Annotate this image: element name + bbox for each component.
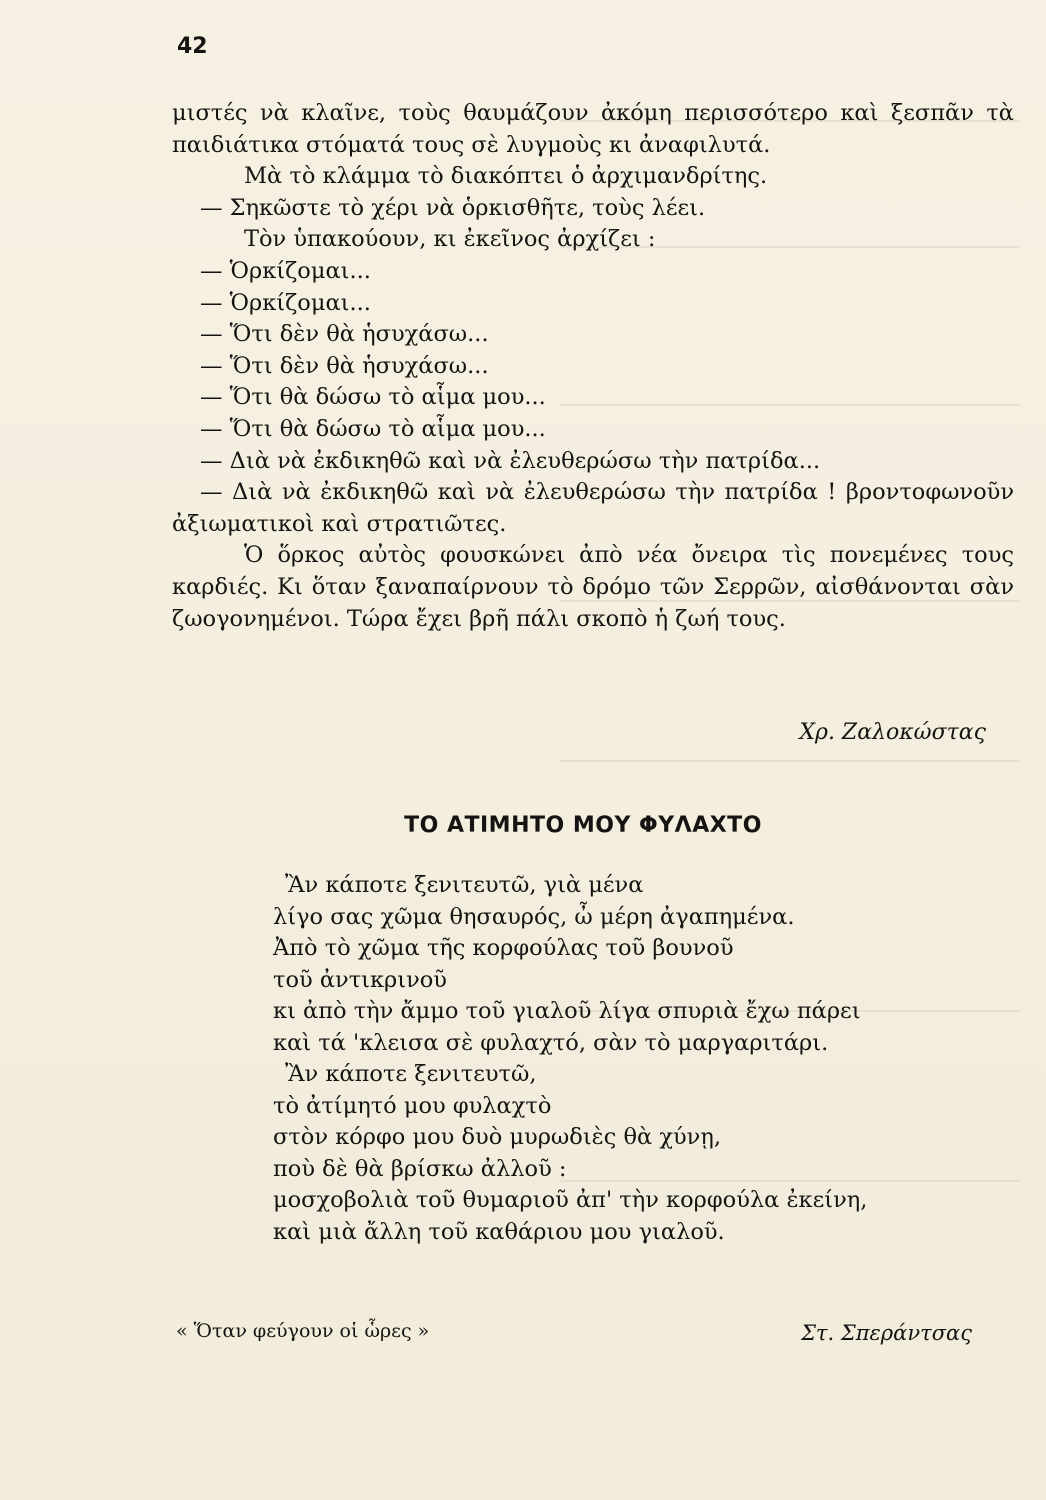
poem-verse: μοσχοβολιὰ τοῦ θυμαριοῦ ἀπ' τὴν κορφούλα ἐκείνη, <box>273 1187 868 1213</box>
poem-verse: κι ἀπὸ τὴν ἄμμο τοῦ γιαλοῦ λίγα σπυριὰ ἔχω πάρει <box>273 998 861 1024</box>
oath-line: — Διὰ νὰ ἐκδικηθῶ καὶ νὰ ἐλευθερώσω τὴν πατρίδα... <box>200 447 821 474</box>
oath-line: — Ὅτι θὰ δώσω τὸ αἷμα μου... <box>200 415 546 442</box>
poem-verse: Ἂν κάποτε ξενιτευτῶ, γιὰ μένα <box>285 872 644 898</box>
poem-verse: καὶ τά 'κλεισα σὲ φυλαχτό, σὰν τὸ μαργαριτάρι. <box>273 1029 829 1056</box>
final-oath-paragraph: — Διὰ νὰ ἐκδικηθῶ καὶ νὰ ἐλευθερώσω τὴν πατρίδα ! βροντοφωνοῦν ἀξιωματικοὶ καὶ στρατιῶτες. <box>172 479 1014 537</box>
poem-verse: λίγο σας χῶμα θησαυρός, ὦ μέρη ἀγαπημένα. <box>273 903 795 930</box>
oath-line: — Ὅτι θὰ δώσω τὸ αἷμα μου... <box>200 384 546 411</box>
prose-obey-line: Τὸν ὑπακούουν, κι ἐκεῖνος ἀρχίζει : <box>244 226 656 253</box>
prose-signature: Χρ. Ζαλοκώστας <box>799 720 986 745</box>
oath-line: — Ὁρκίζομαι... <box>200 257 371 284</box>
poem-body <box>273 870 993 1248</box>
poem-author: Στ. Σπεράντσας <box>801 1321 972 1345</box>
prose-opening: μιστές νὰ κλαῖνε, τοὺς θαυμάζουν ἀκόμη περισσότερο καὶ ξεσπᾶν τὰ παιδιάτικα στόματά τους σὲ λυγμοὺς κι ἀναφιλυτά. <box>172 100 1014 158</box>
poem-verse: ποὺ δὲ θὰ βρίσκω ἀλλοῦ : <box>273 1155 567 1182</box>
poem-verse: τὸ ἀτίμητό μου φυλαχτὸ <box>273 1092 552 1119</box>
poem-verse: καὶ μιὰ ἄλλη τοῦ καθάριου μου γιαλοῦ. <box>273 1218 725 1245</box>
oath-line: — Ὅτι δὲν θὰ ἡσυχάσω... <box>200 321 489 348</box>
poem-verse: Ἂν κάποτε ξενιτευτῶ, <box>285 1061 537 1087</box>
poem-verse: στὸν κόρφο μου δυὸ μυρωδιὲς θὰ χύνῃ, <box>273 1124 721 1150</box>
bleed-through-line <box>560 760 1020 762</box>
poem-verse: Ἀπὸ τὸ χῶμα τῆς κορφούλας τοῦ βουνοῦ <box>273 935 734 961</box>
poem-source: « Ὅταν φεύγουν οἱ ὧρες » <box>176 1320 430 1342</box>
prose-archimandrite-line: Μὰ τὸ κλάμμα τὸ διακόπτει ὁ ἀρχιμανδρίτης. <box>244 163 768 190</box>
oath-line: — Ὁρκίζομαι... <box>200 289 371 316</box>
prose-raise-hands-line: — Σηκῶστε τὸ χέρι νὰ ὁρκισθῆτε, τοὺς λέει. <box>200 194 706 221</box>
poem-verse: τοῦ ἀντικρινοῦ <box>273 966 447 993</box>
prose-section <box>172 98 1014 635</box>
poem-title: ΤΟ ΑΤΙΜΗΤΟ ΜΟΥ ΦΥΛΑΧΤΟ <box>404 813 762 838</box>
closing-paragraph: Ὁ ὅρκος αὐτὸς φουσκώνει ἀπὸ νέα ὄνειρα τὶς πονεμένες τους καρδιές. Κι ὅταν ξαναπαίρνουν τὸ δρόμο τῶν Σερρῶν, αἰσθάνονται σὰν ζωογονημένοι. Τώρα ἔχει βρῆ πάλι σκοπὸ ἡ ζωή τους. <box>172 542 1014 632</box>
page-number: 42 <box>177 34 208 59</box>
oath-line: — Ὅτι δὲν θὰ ἡσυχάσω... <box>200 352 489 379</box>
